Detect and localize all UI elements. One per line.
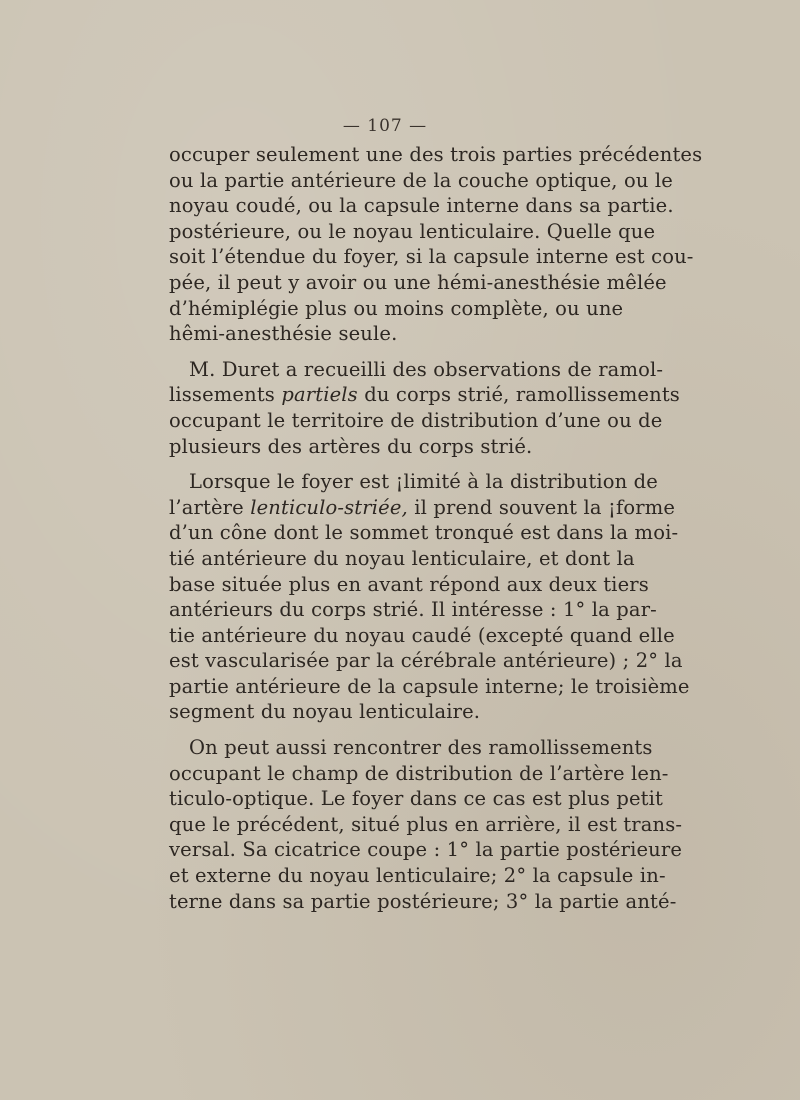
text-line: occupant le territoire de distribution d’une ou de bbox=[169, 408, 663, 432]
paragraph bbox=[169, 469, 690, 725]
text-line: hêmi-anesthésie seule. bbox=[169, 322, 398, 346]
text-line: terne dans sa partie postérieure; 3° la partie anté- bbox=[169, 889, 677, 913]
paragraph bbox=[169, 142, 703, 347]
text-line: ticulo-optique. Le foyer dans ce cas est plus petit bbox=[169, 787, 664, 811]
text-line: soit l’étendue du foyer, si la capsule interne est cou- bbox=[169, 245, 694, 269]
text-line: occuper seulement une des trois parties précédentes bbox=[169, 143, 703, 166]
text-line: M. Duret a recueilli des observations de ramol- bbox=[189, 357, 664, 381]
text-run: lissements bbox=[169, 383, 275, 407]
text-line: pée, il peut y avoir ou une hémi-anesthésie mêlée bbox=[169, 270, 667, 294]
text-run: il prend souvent la ¡forme bbox=[414, 495, 676, 519]
text-line: que le précédent, situé plus en arrière, il est trans- bbox=[169, 812, 683, 836]
text-line: base située plus en avant répond aux deux tiers bbox=[169, 572, 649, 596]
text-line: plusieurs des artères du corps strié. bbox=[169, 434, 533, 458]
paragraph bbox=[169, 735, 683, 914]
text-line bbox=[169, 382, 680, 408]
text-line: d’hémiplégie plus ou moins complète, ou une bbox=[169, 296, 624, 320]
text-line: partie antérieure de la capsule interne; le troisième bbox=[169, 674, 690, 698]
text-line: occupant le champ de distribution de l’artère len- bbox=[169, 761, 669, 785]
text-line: Lorsque le foyer est ¡limité à la distribution de bbox=[189, 470, 658, 494]
text-line: antérieurs du corps strié. Il intéresse : 1° la par- bbox=[169, 598, 657, 622]
text-line: versal. Sa cicatrice coupe : 1° la partie postérieure bbox=[169, 838, 683, 862]
text-line: On peut aussi rencontrer des ramollissements bbox=[189, 736, 653, 760]
text-line: noyau coudé, ou la capsule interne dans sa partie. bbox=[169, 194, 674, 218]
text-line bbox=[169, 495, 676, 521]
text-line: est vascularisée par la cérébrale antérieure) ; 2° la bbox=[169, 649, 683, 673]
body-text bbox=[169, 142, 703, 924]
text-line: segment du noyau lenticulaire. bbox=[169, 700, 481, 724]
text-line: ou la partie antérieure de la couche optique, ou le bbox=[169, 168, 673, 192]
italic-term: lenticulo-striée, bbox=[250, 495, 408, 519]
text-run: l’artère bbox=[169, 495, 244, 519]
paragraph bbox=[169, 357, 680, 459]
text-run: du corps strié, ramollissements bbox=[364, 383, 680, 407]
text-line: et externe du noyau lenticulaire; 2° la capsule in- bbox=[169, 864, 666, 888]
page-number: — 107 — bbox=[342, 116, 428, 136]
text-line: tie antérieure du noyau caudé (excepté quand elle bbox=[169, 623, 675, 647]
italic-term: partiels bbox=[281, 383, 358, 407]
text-line: postérieure, ou le noyau lenticulaire. Quelle que bbox=[169, 219, 656, 243]
text-line: tié antérieure du noyau lenticulaire, et dont la bbox=[169, 546, 635, 570]
text-line: d’un cône dont le sommet tronqué est dans la moi- bbox=[169, 521, 679, 545]
